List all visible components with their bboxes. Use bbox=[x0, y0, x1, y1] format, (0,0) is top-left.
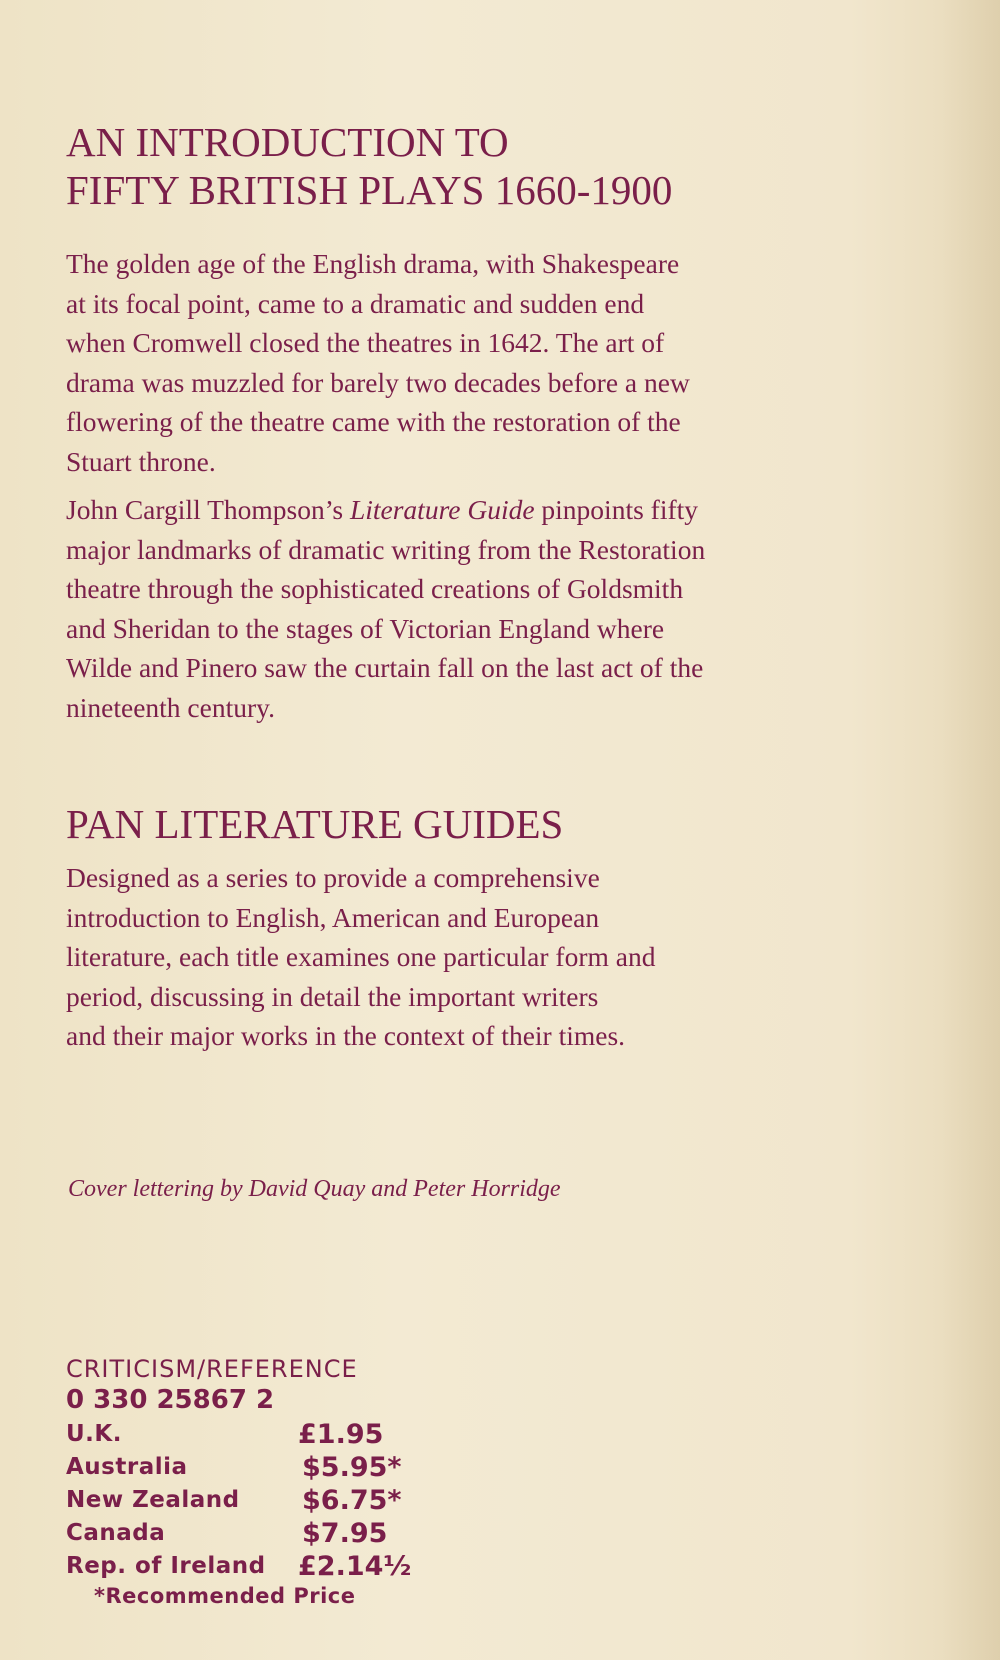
isbn-number: 0 330 25867 2 bbox=[66, 1385, 275, 1415]
price-amount: £2.14½ bbox=[298, 1551, 412, 1582]
price-row bbox=[66, 1451, 426, 1484]
price-amount: $7.95 bbox=[302, 1518, 388, 1549]
series-line: introduction to English, American and European bbox=[66, 901, 600, 933]
intro-text-segment: pinpoints fifty bbox=[534, 494, 699, 525]
series-line: literature, each title examines one particular form and bbox=[66, 941, 656, 972]
price-region: New Zealand bbox=[66, 1487, 240, 1513]
intro-line: major landmarks of dramatic writing from the Restoration bbox=[66, 533, 706, 565]
book-title-line-1: AN INTRODUCTION TO bbox=[66, 119, 509, 165]
intro-line: flowering of the theatre came with the restoration of the bbox=[66, 406, 681, 437]
series-line: period, discussing in detail the important writers bbox=[66, 980, 599, 1012]
price-list bbox=[66, 1418, 426, 1583]
intro-line: theatre through the sophisticated creations of Goldsmith bbox=[66, 573, 684, 604]
price-region: U.K. bbox=[66, 1421, 122, 1447]
series-line: Designed as a series to provide a comprehensive bbox=[66, 862, 600, 893]
intro-line: The golden age of the English drama, with Shakespeare bbox=[66, 248, 680, 279]
category-label: CRITICISM/REFERENCE bbox=[66, 1355, 358, 1383]
recommended-price-note: *Recommended Price bbox=[94, 1584, 356, 1608]
price-row bbox=[66, 1517, 426, 1550]
intro-line: when Cromwell closed the theatres in 1642. The art of bbox=[66, 327, 665, 358]
intro-line: and Sheridan to the stages of Victorian England where bbox=[66, 612, 665, 644]
price-row bbox=[66, 1418, 426, 1451]
book-title-line-2: FIFTY BRITISH PLAYS 1660-1900 bbox=[66, 167, 673, 213]
intro-text-segment: John Cargill Thompson’s bbox=[66, 494, 350, 525]
price-row bbox=[66, 1550, 426, 1583]
intro-line: drama was muzzled for barely two decades before a new bbox=[66, 366, 690, 398]
intro-line: at its focal point, came to a dramatic and sudden end bbox=[66, 287, 645, 319]
price-amount: £1.95 bbox=[298, 1419, 384, 1450]
intro-line: nineteenth century. bbox=[66, 691, 275, 723]
literature-guide-italic: Literature Guide bbox=[349, 494, 535, 525]
intro-line bbox=[66, 490, 916, 530]
intro-line: Stuart throne. bbox=[66, 445, 216, 477]
page-edge-shadow bbox=[940, 0, 1000, 1660]
intro-line: Wilde and Pinero saw the curtain fall on the last act of the bbox=[66, 652, 704, 683]
price-region: Canada bbox=[66, 1520, 166, 1546]
book-title bbox=[66, 118, 672, 214]
price-region: Australia bbox=[66, 1454, 188, 1480]
price-row bbox=[66, 1484, 426, 1517]
cover-credit: Cover lettering by David Quay and Peter Horridge bbox=[68, 1176, 561, 1202]
series-description bbox=[66, 858, 916, 1056]
price-region: Rep. of Ireland bbox=[66, 1553, 266, 1579]
price-amount: $6.75* bbox=[302, 1485, 402, 1516]
series-title: PAN LITERATURE GUIDES bbox=[66, 801, 564, 847]
series-line: and their major works in the context of their times. bbox=[66, 1020, 626, 1051]
price-amount: $5.95* bbox=[302, 1452, 402, 1483]
intro-text bbox=[66, 244, 916, 727]
